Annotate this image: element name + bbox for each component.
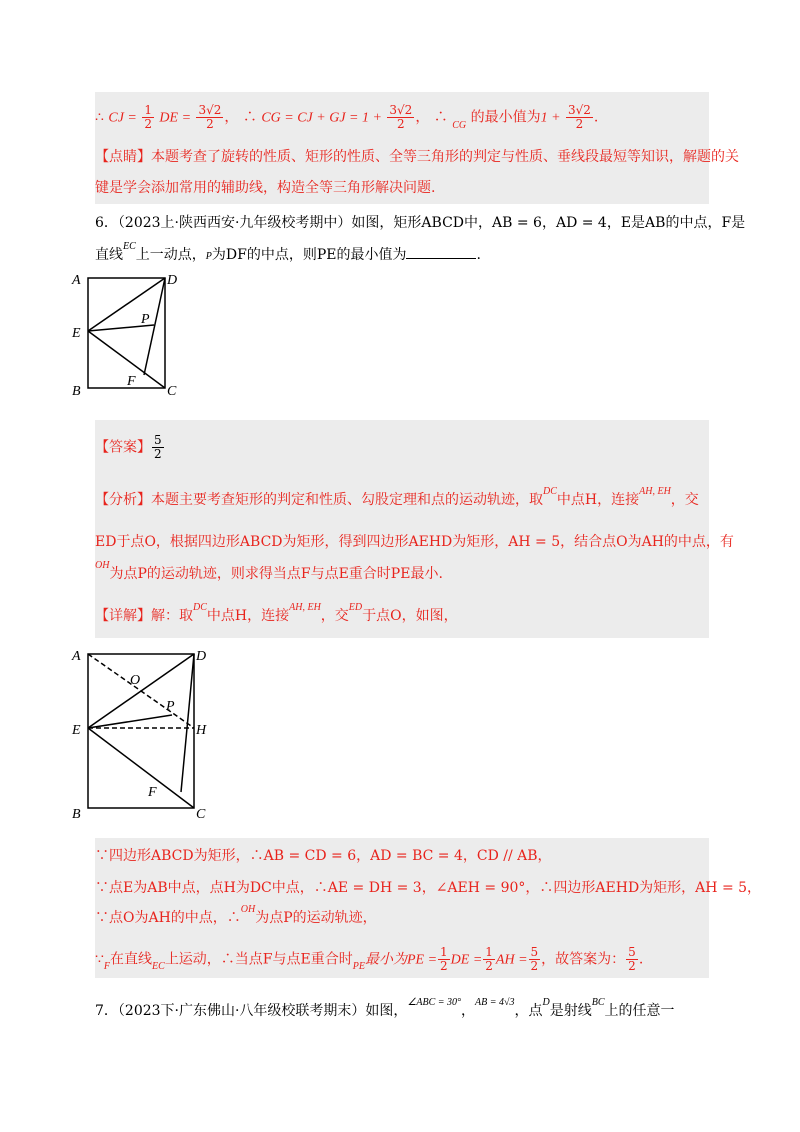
analysis-tag: 【分析】	[95, 492, 151, 508]
answer-blank	[406, 244, 476, 259]
solution-final-line: ∴ CJ = $\frac{1}{2}$ DE = $\frac{3√2}{2}$ ， ∴ CG = CJ + GJ = 1 + $\frac{3√2}{2}$ ， ∴ $_{CG}$ 的最小值为1 + $\frac{3√2}{2}$ .	[95, 103, 599, 131]
comment-tag: 【点睛】	[95, 149, 151, 165]
detail-tag: 【详解】	[95, 608, 151, 624]
label-B: B	[72, 807, 81, 820]
analysis-line-3: $^{OH}$为点P的运动轨迹，则求得当点F与点E重合时PE最小.	[95, 560, 443, 582]
answer-block	[95, 420, 734, 638]
answer-tag: 【答案】	[95, 439, 151, 456]
label-E: E	[72, 326, 81, 341]
proof-line-4: $\because_F$在直线$_{EC}$上运动，∴当点F与点E重合时$_{PE}$最小为PE = $\frac{1}{2}$ DE = $\frac{1}{2}$ AH = $\frac{5}{2}$ ，故答案为： $\frac{5}{2}$ .	[95, 945, 644, 973]
question-6-line-2: 直线$^{EC}$上一动点，P为DF的中点，则PE的最小值为 .	[95, 241, 481, 263]
question-6-line-1: 6．（2023上·陕西西安·九年级校考期中）如图，矩形ABCD中，AB = 6，AD = 4，E是AB的中点，F是	[95, 215, 746, 231]
proof-line-1: ∵四边形ABCD为矩形，∴AB = CD = 6，AD = BC = 4，CD // AB，	[95, 848, 552, 864]
label-F: F	[148, 785, 157, 800]
proof-line-3: ∵点O为AH的中点，∴$^{OH}$为点P的运动轨迹，	[95, 904, 377, 926]
label-D: D	[167, 273, 178, 288]
analysis-line-1: 【分析】本题主要考查矩形的判定和性质、勾股定理和点的运动轨迹，取$^{DC}$中点H，连接$^{AH, EH}$，交	[95, 486, 699, 508]
label-E: E	[72, 723, 81, 738]
label-O: O	[130, 673, 141, 688]
answer-line: 【答案】 $\frac{5}{2}$	[95, 433, 162, 461]
question-7-line-1: 7．（2023下·广东佛山·八年级校联考期末）如图，$^{\angle ABC = 30^\circ}$，$^{AB = 4√3}$，点$^D$是射线$^{BC}$上的任意一	[95, 997, 675, 1019]
previous-solution-block	[95, 92, 739, 204]
figure-rectangle-abcd-with-h	[70, 640, 210, 820]
comment-line-1: 【点睛】本题考查了旋转的性质、矩形的性质、全等三角形的判定与性质、垂线段最短等知识，解题的关	[95, 149, 739, 165]
label-A: A	[72, 649, 81, 664]
label-C: C	[196, 807, 206, 820]
label-D: D	[196, 649, 207, 664]
figure-rectangle-abcd	[70, 268, 190, 398]
label-C: C	[167, 384, 177, 398]
comment-line-2: 键是学会添加常用的辅助线，构造全等三角形解决问题.	[95, 180, 436, 196]
label-P: P	[166, 699, 175, 714]
proof-line-2: ∵点E为AB中点，点H为DC中点，∴AE = DH = 3，∠AEH = 90°，∴四边形AEHD为矩形，AH = 5，	[95, 880, 762, 896]
label-B: B	[72, 384, 81, 398]
label-F: F	[127, 374, 136, 389]
analysis-line-2: ED于点O，根据四边形ABCD为矩形，得到四边形AEHD为矩形，AH = 5，结合点O为AH的中点，有	[95, 534, 734, 550]
label-H: H	[196, 723, 207, 738]
label-A: A	[72, 273, 81, 288]
proof-block	[95, 838, 762, 978]
label-P: P	[141, 312, 150, 327]
detail-line: 【详解】解：取$^{DC}$中点H，连接$^{AH, EH}$，交$^{ED}$于点O，如图，	[95, 602, 458, 624]
